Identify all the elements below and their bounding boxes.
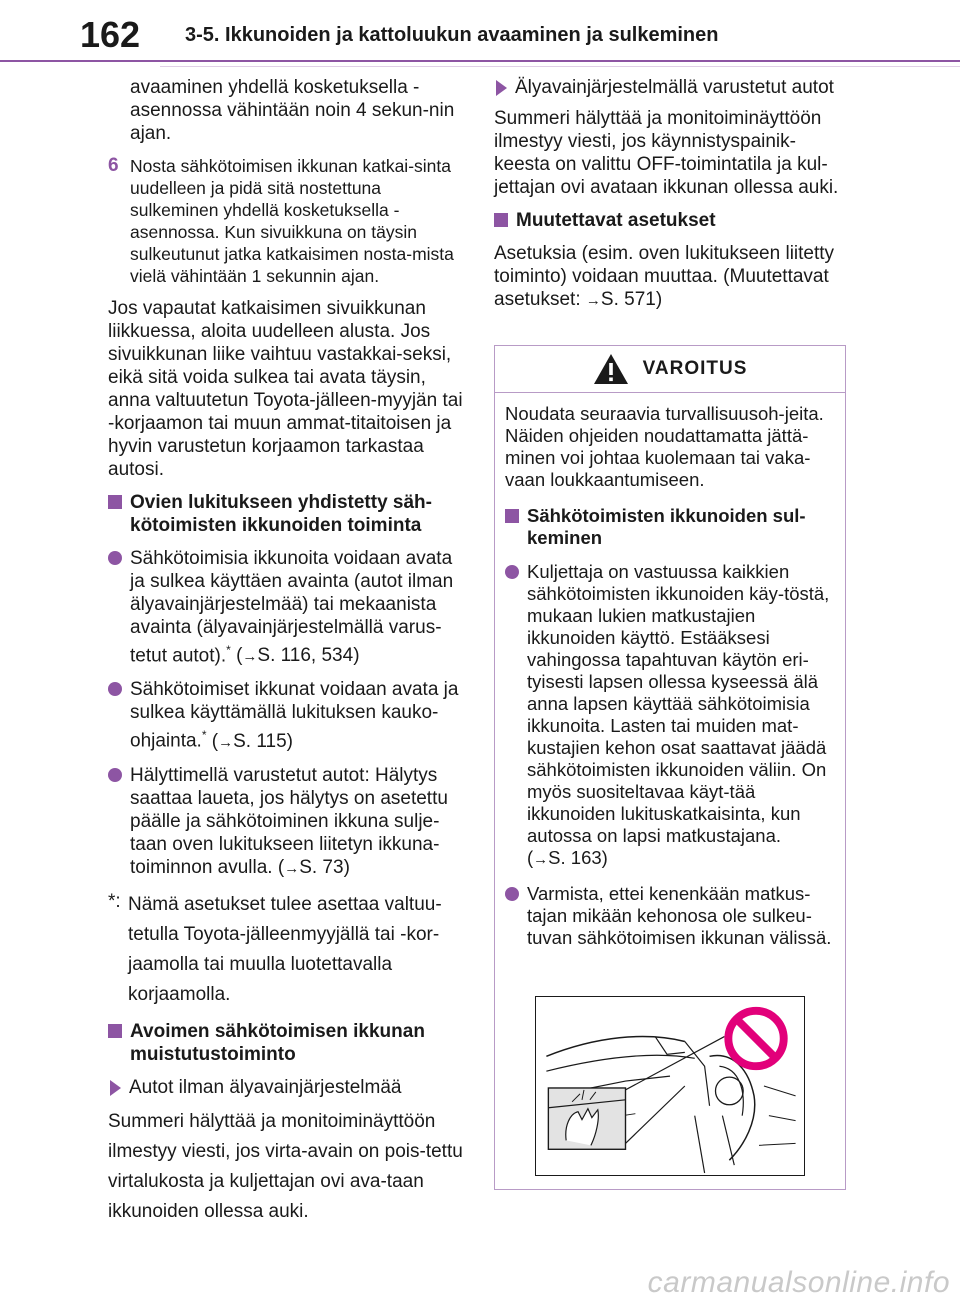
header-divider: [0, 60, 960, 62]
footnote-marker: *:: [108, 890, 121, 912]
heading-text: Avoimen sähkötoimisen ikkunan muistutustoiminto: [130, 1020, 425, 1065]
arrow-right-icon: →: [284, 859, 300, 877]
smart-key-paragraph: Summeri hälyttää ja monitoiminäyttöön ilmestyy viesti, jos käynnistyspainik-keesta on valittu OFF-toimintatila ja kul-jettajan ovi avataan ikkunan ollessa auki.: [494, 108, 839, 198]
reset-paragraph: Jos vapautat katkaisimen sivuikkunan liikkuessa, aloita uudelleen alusta. Jos sivuikkunan liike vaihtuu vastakkai-seksi, eikä sitä voida sulkea tai avata täysin, anna valtuutetun Toyota-jälleen-myyjän tai -korjaamon tai muun ammat-titaitoisen ja hyvin varustetun korjaamon tarkastaa autosi.: [108, 298, 463, 480]
arrow-right-icon: →: [242, 648, 258, 666]
reminder-paragraph: Summeri hälyttää ja monitoiminäyttöön ilmestyy viesti, jos virta-avain on pois-tettu virtalukosta ja kuljettajan ovi ava-taan ikkunoiden ollessa auki.: [108, 1110, 463, 1222]
square-bullet-icon: [108, 1024, 122, 1038]
square-bullet-icon: [108, 495, 122, 509]
page-reference[interactable]: (→S. 115): [211, 730, 293, 752]
warning-heading: [505, 505, 835, 549]
triangle-bullet-icon: [110, 1080, 121, 1096]
step-number: 6: [108, 155, 119, 176]
warning-body: [495, 393, 845, 949]
step-6: [108, 155, 468, 287]
section-heading-settings: [494, 209, 846, 232]
round-bullet-icon: [108, 768, 122, 782]
heading-text: Ovien lukitukseen yhdistetty säh-kötoimisten ikkunoiden toiminta: [130, 492, 432, 536]
list-item: [108, 547, 468, 668]
subheading-text: Älyavainjärjestelmällä varustetut autot: [515, 77, 834, 98]
header-divider-lower: [160, 66, 960, 67]
arrow-right-icon: →: [533, 851, 549, 868]
round-bullet-icon: [108, 551, 122, 565]
warning-title: VAROITUS: [642, 358, 748, 379]
step5-continuation: avaaminen yhdellä kosketuksella -asennossa vähintään noin 4 sekun-nin ajan.: [130, 77, 455, 144]
triangle-bullet-icon: [496, 80, 507, 96]
left-column: [108, 76, 468, 1227]
bullet-text: Hälyttimellä varustetut autot: Hälytys saattaa laueta, jos hälytys on asetettu päälle ja sähkötoiminen ikkuna sulje-taan oven lukitukseen liitetyn ikkuna-toiminnon avulla. (→S. 73): [130, 764, 448, 878]
footnote-mark: *: [201, 728, 207, 743]
arrow-right-icon: →: [585, 292, 601, 309]
page-reference[interactable]: (→S. 163): [527, 847, 608, 868]
list-item: [505, 883, 835, 949]
bullet-text: Sähkötoimisia ikkunoita voidaan avata ja sulkea käyttäen avainta (autot ilman älyavainjärjestelmää) tai mekaanista avainta (älyavainjärjestelmällä varus-tetut autot).* (→S. 116, 534): [130, 548, 454, 667]
bullet-text: Varmista, ettei kenenkään matkus-tajan mikään kehonosa ole sulkeu-tuvan sähkötoimisen ikkunan välissä.: [527, 883, 832, 948]
step-text: Nosta sähkötoimisen ikkunan katkai-sinta uudelleen ja pidä sitä nostettuna sulkeminen yhdellä kosketuksella -asennossa. Kun sivuikkuna on täysin sulkeutunut jatka katkaisimen nosta-mista vielä vähintään 1 sekunnin ajan.: [130, 156, 454, 286]
footnote-mark: *: [226, 643, 231, 657]
section-heading-door-lock: [108, 491, 468, 537]
window-pinch-illustration: [535, 996, 805, 1176]
section-heading-reminder: [108, 1020, 468, 1066]
page-number: 162: [80, 14, 141, 55]
right-column: [494, 76, 846, 322]
page-reference[interactable]: (→S. 116, 534): [236, 645, 360, 667]
subheading-no-smart-key: [108, 1076, 468, 1099]
page-reference[interactable]: →S. 571: [585, 289, 656, 310]
warning-box: [494, 345, 846, 1190]
square-bullet-icon: [505, 509, 519, 523]
heading-text: Muutettavat asetukset: [516, 210, 716, 231]
round-bullet-icon: [505, 565, 519, 579]
settings-paragraph: Asetuksia (esim. oven lukitukseen liitetty toiminto) voidaan muuttaa. (Muutettavat asetukset: →S. 571): [494, 243, 835, 310]
chapter-title: 3-5. Ikkunoiden ja kattoluukun avaaminen ja sulkeminen: [185, 24, 719, 46]
warning-triangle-icon: [593, 353, 629, 385]
list-item: [108, 678, 468, 753]
page-reference[interactable]: (→S. 73): [277, 856, 350, 878]
bullet-text: Kuljettaja on vastuussa kaikkien sähkötoimisten ikkunoiden käy-töstä, mukaan lukien matkustajien ikkunoiden käyttö. Estääksesi vahingossa tapahtuvan käytön eri-tyisesti lapsen ollessa kyseessä älä anna lapsen käyttää sähkötoimisia ikkunoita. Lasten tai muiden mat-kustajien kehon osat saattavat jäädä sähkötoimisten ikkunoiden väliin. On myös suositeltavaa käyt-tää ikkunoiden lukituskatkaisinta, kun autossa on lapsi matkustajana. (→S. 163): [527, 561, 830, 868]
round-bullet-icon: [108, 682, 122, 696]
square-bullet-icon: [494, 213, 508, 227]
list-item: [108, 764, 468, 880]
watermark: carmanualsonline.info: [647, 1266, 950, 1299]
warning-header: [495, 346, 845, 393]
arrow-right-icon: →: [218, 733, 234, 751]
footnote: [108, 890, 468, 1010]
subheading-text: Autot ilman älyavainjärjestelmää: [129, 1076, 402, 1098]
bullet-text: Sähkötoimiset ikkunat voidaan avata ja sulkea käyttämällä lukituksen kauko-ohjainta.* (→S. 115): [130, 679, 459, 752]
list-item: [505, 561, 835, 871]
warning-intro: Noudata seuraavia turvallisuusoh-jeita. Näiden ohjeiden noudattamatta jättä-minen voi johtaa kuolemaan tai vaka-vaan loukkaantumiseen.: [505, 403, 824, 490]
footnote-text: Nämä asetukset tulee asettaa valtuu-tetulla Toyota-jälleenmyyjällä tai -kor-jaamolla tai muulla luotettavalla korjaamolla.: [128, 893, 442, 1005]
subheading-smart-key: [494, 76, 846, 99]
round-bullet-icon: [505, 887, 519, 901]
heading-text: Sähkötoimisten ikkunoiden sul-keminen: [527, 505, 806, 548]
